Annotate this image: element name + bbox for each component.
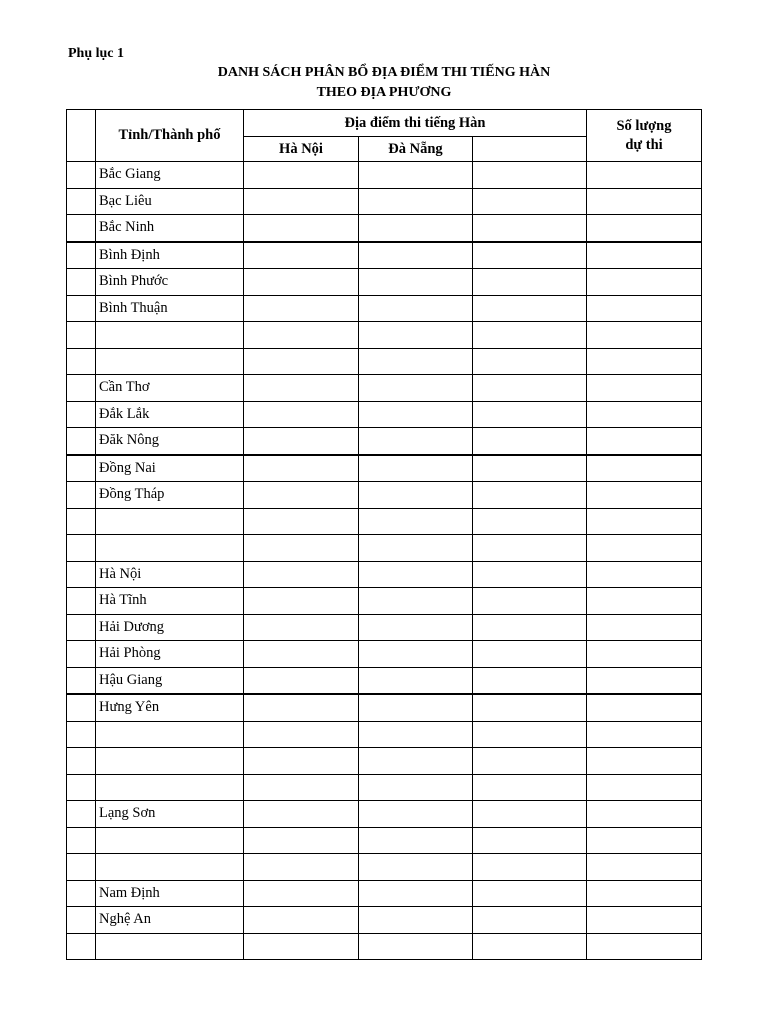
document-title: DANH SÁCH PHÂN BỔ ĐỊA ĐIỂM THI TIẾNG HÀN <box>217 65 551 80</box>
hanoi-cell <box>244 561 359 588</box>
danang-cell <box>359 508 473 535</box>
province-cell: Bình Phước <box>96 269 244 296</box>
hanoi-cell <box>244 907 359 934</box>
danang-cell <box>359 667 473 694</box>
location-extra-cell <box>473 721 587 748</box>
hanoi-cell <box>244 933 359 960</box>
hanoi-cell <box>244 401 359 428</box>
location-extra-cell <box>473 801 587 828</box>
danang-cell <box>359 242 473 269</box>
table-row <box>67 428 702 455</box>
count-cell <box>587 933 702 960</box>
table-row <box>67 854 702 881</box>
table-row <box>67 641 702 668</box>
table-row <box>67 907 702 934</box>
location-extra-cell <box>473 428 587 455</box>
hanoi-cell <box>244 482 359 509</box>
location-extra-cell <box>473 907 587 934</box>
hanoi-cell <box>244 721 359 748</box>
count-cell <box>587 508 702 535</box>
row-index-cell <box>67 401 96 428</box>
table-row <box>67 242 702 269</box>
danang-cell <box>359 774 473 801</box>
table-row <box>67 269 702 296</box>
row-index-cell <box>67 748 96 775</box>
row-index-cell <box>67 508 96 535</box>
row-index-cell <box>67 801 96 828</box>
province-cell: Hưng Yên <box>96 694 244 721</box>
row-index-cell <box>67 667 96 694</box>
count-cell <box>587 827 702 854</box>
count-cell <box>587 561 702 588</box>
row-index-cell <box>67 535 96 562</box>
table-row <box>67 295 702 322</box>
table-row <box>67 348 702 375</box>
province-cell <box>96 508 244 535</box>
location-extra-cell <box>473 322 587 349</box>
table-row <box>67 401 702 428</box>
danang-cell <box>359 482 473 509</box>
table-row <box>67 561 702 588</box>
hanoi-cell <box>244 455 359 482</box>
row-index-cell <box>67 588 96 615</box>
location-extra-cell <box>473 215 587 242</box>
table-row <box>67 933 702 960</box>
row-index-cell <box>67 774 96 801</box>
table-row <box>67 535 702 562</box>
location-extra-cell <box>473 348 587 375</box>
location-extra-cell <box>473 667 587 694</box>
province-cell: Hà Tĩnh <box>96 588 244 615</box>
table-row <box>67 801 702 828</box>
location-extra-cell <box>473 375 587 402</box>
location-extra-cell <box>473 641 587 668</box>
hanoi-cell <box>244 641 359 668</box>
count-cell <box>587 907 702 934</box>
danang-cell <box>359 827 473 854</box>
location-extra-cell <box>473 455 587 482</box>
count-cell <box>587 401 702 428</box>
count-cell <box>587 348 702 375</box>
count-cell <box>587 242 702 269</box>
table-row <box>67 322 702 349</box>
danang-cell <box>359 269 473 296</box>
danang-cell <box>359 375 473 402</box>
header-location-group: Địa điểm thi tiếng Hàn <box>244 110 587 137</box>
province-cell: Đăk Nông <box>96 428 244 455</box>
location-extra-cell <box>473 748 587 775</box>
count-cell <box>587 322 702 349</box>
row-index-cell <box>67 162 96 189</box>
danang-cell <box>359 188 473 215</box>
count-cell <box>587 535 702 562</box>
danang-cell <box>359 455 473 482</box>
location-extra-cell <box>473 827 587 854</box>
row-index-cell <box>67 348 96 375</box>
province-cell: Cần Thơ <box>96 375 244 402</box>
danang-cell <box>359 748 473 775</box>
hanoi-cell <box>244 322 359 349</box>
row-index-cell <box>67 641 96 668</box>
location-extra-cell <box>473 854 587 881</box>
hanoi-cell <box>244 348 359 375</box>
header-province: Tỉnh/Thành phố <box>96 110 244 162</box>
province-cell: Đồng Tháp <box>96 482 244 509</box>
hanoi-cell <box>244 748 359 775</box>
count-cell <box>587 614 702 641</box>
location-extra-cell <box>473 535 587 562</box>
table-row <box>67 188 702 215</box>
appendix-label: Phụ lục 1 <box>68 46 125 61</box>
hanoi-cell <box>244 535 359 562</box>
row-index-cell <box>67 561 96 588</box>
table-row <box>67 694 702 721</box>
location-extra-cell <box>473 880 587 907</box>
location-extra-cell <box>473 561 587 588</box>
table-row <box>67 614 702 641</box>
row-index-cell <box>67 322 96 349</box>
hanoi-cell <box>244 774 359 801</box>
hanoi-cell <box>244 375 359 402</box>
location-extra-cell <box>473 588 587 615</box>
count-cell <box>587 455 702 482</box>
location-extra-cell <box>473 694 587 721</box>
province-cell: Đồng Nai <box>96 455 244 482</box>
count-cell <box>587 588 702 615</box>
province-cell: Đắk Lắk <box>96 401 244 428</box>
header-count-line1: Số lượng <box>616 117 672 134</box>
danang-cell <box>359 215 473 242</box>
province-cell: Nghệ An <box>96 907 244 934</box>
province-cell <box>96 827 244 854</box>
table-row <box>67 215 702 242</box>
hanoi-cell <box>244 694 359 721</box>
row-index-cell <box>67 295 96 322</box>
province-cell <box>96 535 244 562</box>
row-index-cell <box>67 188 96 215</box>
danang-cell <box>359 348 473 375</box>
province-cell <box>96 348 244 375</box>
row-index-cell <box>67 694 96 721</box>
hanoi-cell <box>244 508 359 535</box>
danang-cell <box>359 854 473 881</box>
province-cell: Bắc Ninh <box>96 215 244 242</box>
location-extra-cell <box>473 774 587 801</box>
count-cell <box>587 188 702 215</box>
row-index-cell <box>67 375 96 402</box>
province-cell: Bình Thuận <box>96 295 244 322</box>
province-cell <box>96 322 244 349</box>
hanoi-cell <box>244 242 359 269</box>
count-cell <box>587 295 702 322</box>
hanoi-cell <box>244 428 359 455</box>
hanoi-cell <box>244 801 359 828</box>
location-extra-cell <box>473 188 587 215</box>
row-index-cell <box>67 455 96 482</box>
danang-cell <box>359 295 473 322</box>
danang-cell <box>359 561 473 588</box>
danang-cell <box>359 428 473 455</box>
province-cell: Lạng Sơn <box>96 801 244 828</box>
table-row <box>67 162 702 189</box>
count-cell <box>587 854 702 881</box>
header-danang: Đà Nẵng <box>359 137 473 162</box>
danang-cell <box>359 721 473 748</box>
table-row <box>67 588 702 615</box>
location-extra-cell <box>473 295 587 322</box>
count-cell <box>587 428 702 455</box>
header-hanoi: Hà Nội <box>244 137 359 162</box>
location-extra-cell <box>473 508 587 535</box>
danang-cell <box>359 880 473 907</box>
header-count <box>587 110 702 162</box>
province-cell <box>96 933 244 960</box>
table-row <box>67 508 702 535</box>
table-row <box>67 721 702 748</box>
province-cell: Bình Định <box>96 242 244 269</box>
danang-cell <box>359 614 473 641</box>
danang-cell <box>359 933 473 960</box>
count-cell <box>587 748 702 775</box>
hanoi-cell <box>244 269 359 296</box>
location-extra-cell <box>473 242 587 269</box>
hanoi-cell <box>244 295 359 322</box>
province-cell: Bắc Giang <box>96 162 244 189</box>
province-cell: Hà Nội <box>96 561 244 588</box>
province-cell: Hải Dương <box>96 614 244 641</box>
table-row <box>67 748 702 775</box>
table-row <box>67 827 702 854</box>
count-cell <box>587 269 702 296</box>
table-row <box>67 375 702 402</box>
count-cell <box>587 667 702 694</box>
location-extra-cell <box>473 933 587 960</box>
danang-cell <box>359 694 473 721</box>
count-cell <box>587 721 702 748</box>
count-cell <box>587 801 702 828</box>
danang-cell <box>359 322 473 349</box>
hanoi-cell <box>244 588 359 615</box>
location-extra-cell <box>473 162 587 189</box>
table-row <box>67 455 702 482</box>
row-index-cell <box>67 242 96 269</box>
danang-cell <box>359 907 473 934</box>
count-cell <box>587 774 702 801</box>
danang-cell <box>359 535 473 562</box>
table-row <box>67 774 702 801</box>
count-cell <box>587 375 702 402</box>
province-cell <box>96 774 244 801</box>
province-cell: Hải Phòng <box>96 641 244 668</box>
province-cell <box>96 721 244 748</box>
location-extra-cell <box>473 482 587 509</box>
hanoi-cell <box>244 854 359 881</box>
count-cell <box>587 215 702 242</box>
hanoi-cell <box>244 188 359 215</box>
allocation-table <box>66 109 702 960</box>
row-index-cell <box>67 215 96 242</box>
province-cell: Bạc Liêu <box>96 188 244 215</box>
province-cell <box>96 854 244 881</box>
header-index <box>67 110 96 162</box>
row-index-cell <box>67 933 96 960</box>
row-index-cell <box>67 482 96 509</box>
count-cell <box>587 482 702 509</box>
province-cell: Nam Định <box>96 880 244 907</box>
row-index-cell <box>67 721 96 748</box>
table-row <box>67 667 702 694</box>
row-index-cell <box>67 428 96 455</box>
header-empty-location <box>473 137 587 162</box>
table-row <box>67 482 702 509</box>
location-extra-cell <box>473 401 587 428</box>
document-subtitle: THEO ĐỊA PHƯƠNG <box>316 85 452 100</box>
location-extra-cell <box>473 269 587 296</box>
hanoi-cell <box>244 614 359 641</box>
table-row <box>67 880 702 907</box>
count-cell <box>587 641 702 668</box>
hanoi-cell <box>244 667 359 694</box>
row-index-cell <box>67 827 96 854</box>
row-index-cell <box>67 854 96 881</box>
hanoi-cell <box>244 215 359 242</box>
hanoi-cell <box>244 162 359 189</box>
count-cell <box>587 162 702 189</box>
row-index-cell <box>67 880 96 907</box>
danang-cell <box>359 641 473 668</box>
row-index-cell <box>67 907 96 934</box>
header-count-line2: dự thi <box>625 136 663 153</box>
danang-cell <box>359 801 473 828</box>
hanoi-cell <box>244 827 359 854</box>
row-index-cell <box>67 614 96 641</box>
hanoi-cell <box>244 880 359 907</box>
province-cell: Hậu Giang <box>96 667 244 694</box>
row-index-cell <box>67 269 96 296</box>
province-cell <box>96 748 244 775</box>
count-cell <box>587 880 702 907</box>
danang-cell <box>359 162 473 189</box>
danang-cell <box>359 588 473 615</box>
danang-cell <box>359 401 473 428</box>
location-extra-cell <box>473 614 587 641</box>
count-cell <box>587 694 702 721</box>
